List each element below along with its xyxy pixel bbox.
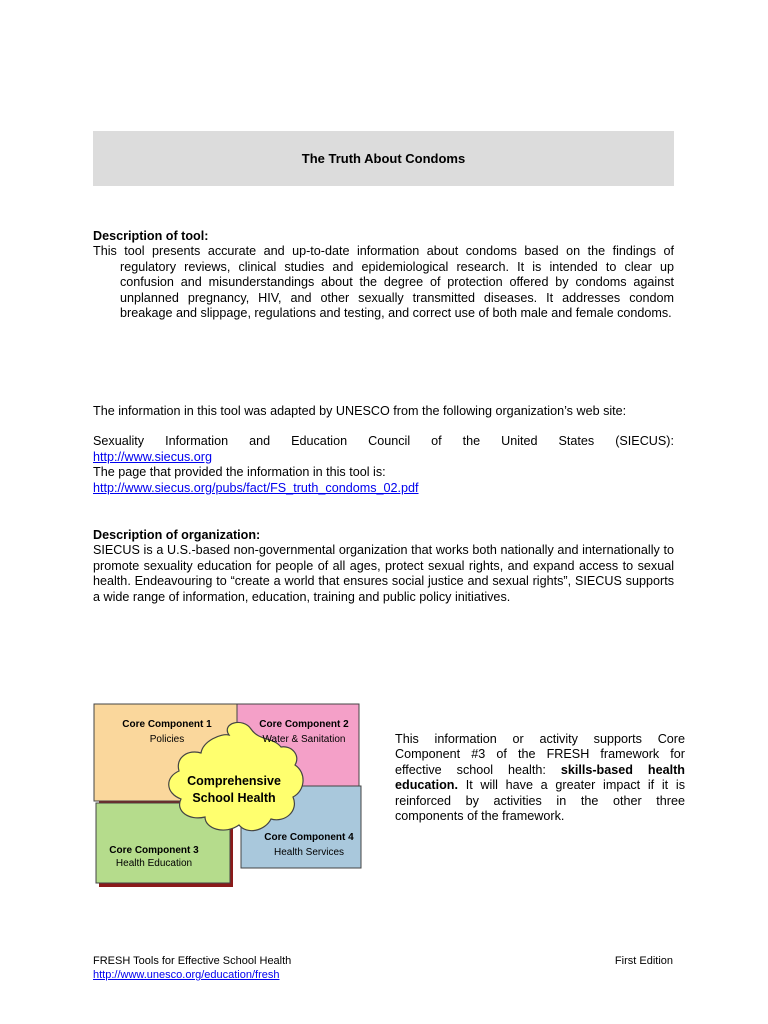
org-description-heading: Description of organization: [93,528,261,542]
component-3-title: Core Component 3 [109,845,199,856]
source-page-intro: The page that provided the information in this tool is: [93,465,386,480]
fresh-puzzle-graphic [93,703,363,891]
org-description-text: SIECUS is a U.S.-based non-governmental organization that works both nationally and internationally to promote sexuality education for people of all ages, protect sexual rights, and expand access to sexual health. Endeavouring to “create a world that ensures social justice and sexual rights”, SIECUS supports a wide range of information, education, training and public policy initiatives. [93,543,674,604]
tool-description-section [93,229,674,321]
fresh-text-bold: skills-based health education. [395,762,685,793]
component-3-subtitle: Health Education [115,858,193,869]
component-4-subtitle: Health Services [273,847,345,858]
page-title [93,131,674,186]
tool-description-heading: Description of tool: [93,229,209,243]
footer-edition: First Edition [614,955,673,967]
component-2-subtitle: Water & Sanitation [262,734,346,745]
source-org-name: Sexuality Information and Education Council of the United States (SIECUS): [93,434,674,449]
source-section [93,404,674,496]
source-org-link[interactable]: http://www.siecus.org [93,449,212,464]
source-page-link[interactable]: http://www.siecus.org/pubs/fact/FS_truth_condoms_02.pdf [93,480,419,495]
org-description-section [93,528,674,605]
fresh-framework-note [395,732,685,824]
page-footer [93,954,673,982]
page-title-text: The Truth About Condoms [301,150,466,166]
component-2-title: Core Component 2 [259,719,349,730]
component-4-title: Core Component 4 [264,832,354,843]
component-1-subtitle: Policies [149,734,185,745]
center-title-line-1: Comprehensive [187,774,281,788]
fresh-text-after: It will have a greater impact if it is reinforced by activities in the other three components of the framework. [395,778,685,824]
component-1-title: Core Component 1 [122,719,212,730]
source-intro: The information in this tool was adapted by UNESCO from the following organization’s web site: [93,404,627,418]
fresh-text-before: This information or activity supports Core Component #3 of the FRESH framework for effective school health: [395,732,685,777]
tool-description-text: This tool presents accurate and up-to-date information about condoms based on the findings of regulatory reviews, clinical studies and epidemiological research. It is intended to clear up confusion and misunderstandings about the degree of protection offered by condoms against unplanned pregnancy, HIV, and other sexually transmitted diseases. It addresses condom breakage and slippage, regulations and testing, and correct use of both male and female condoms. [93,244,674,321]
footer-link[interactable]: http://www.unesco.org/education/fresh [93,969,280,981]
footer-title: FRESH Tools for Effective School Health [93,955,292,967]
center-title-line-2: School Health [192,791,276,805]
